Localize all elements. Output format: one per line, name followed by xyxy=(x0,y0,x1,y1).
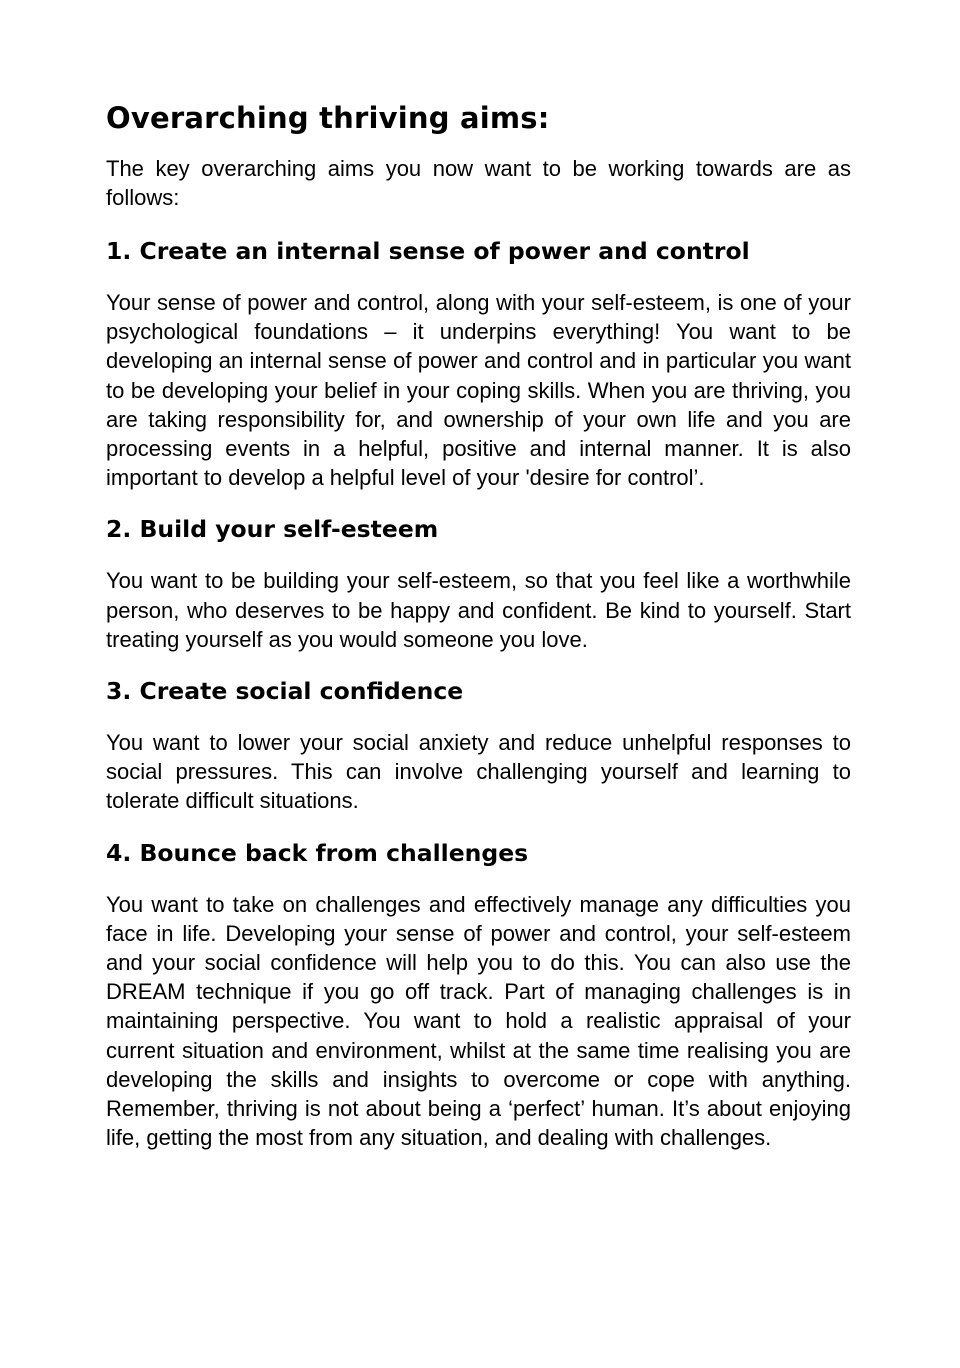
section-paragraph: You want to take on challenges and effectively manage any difficulties you face in life. Developing your sense of power and control, your self-esteem and your social confidence will help you to do this. You can also use the DREAM technique if you go off track. Part of managing challenges is in maintaining perspective. You want to hold a realistic appraisal of your current situation and environment, whilst at the same time realising you are developing the skills and insights to overcome or cope with anything. Remember, thriving is not about being a ‘perfect’ human. It’s about enjoying life, getting the most from any situation, and dealing with challenges. xyxy=(106,891,851,1151)
intro-paragraph: The key overarching aims you now want to be working towards are as follows: xyxy=(106,156,851,210)
page-title: Overarching thriving aims: xyxy=(106,101,550,135)
section-heading: 2. Build your self-esteem xyxy=(106,515,439,544)
section-heading: 1. Create an internal sense of power and control xyxy=(106,237,750,265)
document-page xyxy=(106,96,851,1172)
section-social-confidence xyxy=(106,674,851,816)
section-paragraph: Your sense of power and control, along with your self-esteem, is one of your psychological foundations – it underpins everything! You want to be developing an internal sense of power and control and in particular you want to be developing your belief in your coping skills. When you are thriving, you are taking responsibility for, and ownership of your own life and you are processing events in a helpful, positive and internal manner. It is also important to develop a helpful level of your 'desire for control’. xyxy=(106,290,851,491)
section-heading: 3. Create social confidence xyxy=(106,677,464,706)
section-heading: 4. Bounce back from challenges xyxy=(106,838,529,867)
section-power-control xyxy=(106,234,851,492)
section-paragraph: You want to lower your social anxiety and reduce unhelpful responses to social pressures. This can involve challenging yourself and learning to tolerate difficult situations. xyxy=(106,730,851,814)
section-paragraph: You want to be building your self-esteem, so that you feel like a worthwhile person, who deserves to be happy and confident. Be kind to yourself. Start treating yourself as you would someone you love. xyxy=(106,568,851,652)
section-bounce-back xyxy=(106,836,851,1153)
section-self-esteem xyxy=(106,512,851,654)
